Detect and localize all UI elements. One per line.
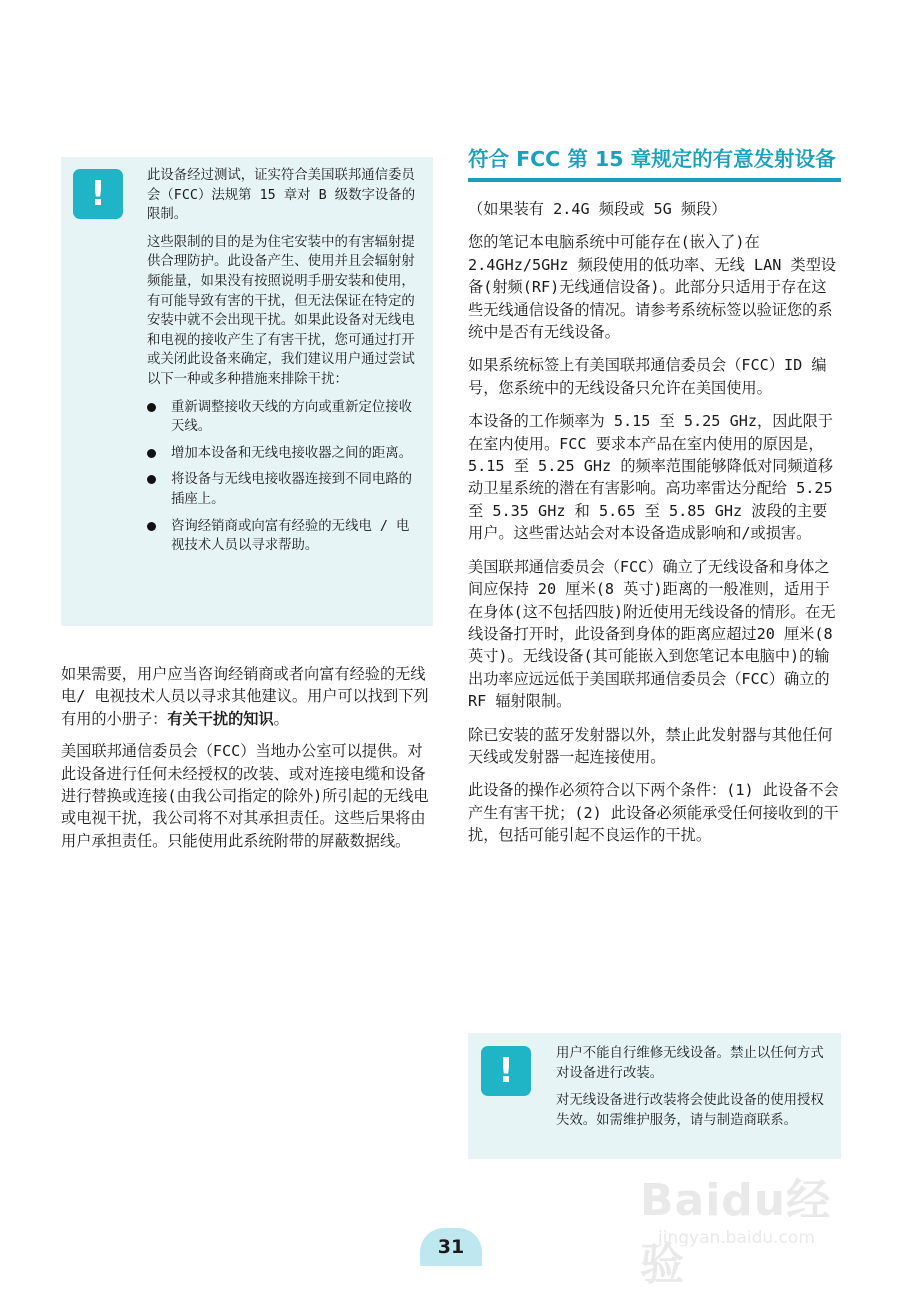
watermark	[640, 1150, 860, 1290]
list-item: 咨询经销商或向富有经验的无线电 / 电视技术人员以寻求帮助。	[147, 517, 417, 556]
notice-box-fcc-class-b	[61, 157, 433, 626]
bullet-icon	[147, 522, 156, 531]
bullet-icon	[147, 475, 156, 484]
watermark-url: jingyan.baidu.com	[658, 1228, 815, 1248]
body-paragraph: 如果系统标签上有美国联邦通信委员会（FCC）ID 编号，您系统中的无线设备只允许在美国使用。	[468, 356, 827, 397]
bullet-icon	[147, 449, 156, 458]
notice-box-no-modification	[468, 1033, 841, 1159]
list-item: 将设备与无线电接收器连接到不同电路的插座上。	[147, 470, 417, 509]
notice-paragraph: 用户不能自行维修无线设备。禁止以任何方式对设备进行改装。	[556, 1046, 824, 1081]
body-paragraph: 您的笔记本电脑系统中可能存在(嵌入了)在 2.4GHz/5GHz 频段使用的低功率、无线 LAN 类型设备(射频(RF)无线通信设备)。此部分只适用于存在这些无线通信设备的情况。请参考系统标签以验证您的系统中是否有无线设备。	[468, 233, 837, 342]
warning-icon: !	[481, 1046, 531, 1096]
booklet-title: 有关干扰的知识	[167, 709, 274, 728]
notice-paragraph: 此设备经过测试，证实符合美国联邦通信委员会（FCC）法规第 15 章对 B 级数字设备的限制。	[147, 168, 416, 223]
title-divider	[468, 178, 841, 182]
page-number: 31	[420, 1228, 482, 1266]
warning-icon: !	[73, 169, 123, 219]
notice-paragraph: 对无线设备进行改装将会使此设备的使用授权失效。如需维护服务，请与制造商联系。	[556, 1093, 824, 1128]
watermark-brand: Baidu经验	[640, 1175, 832, 1290]
body-paragraph: 美国联邦通信委员会（FCC）确立了无线设备和身体之间应保持 20 厘米(8 英寸)距离的一般准则，适用于在身体(这不包括四肢)附近使用无线设备的情形。在无线设备打开时，此设备到身体的距离应超过20 厘米(8 英寸)。无线设备(其可能嵌入到您笔记本电脑中)的输出功率应远远低于美国联邦通信委员会（FCC）确立的 RF 辐射限制。	[468, 557, 836, 711]
bullet-icon	[147, 403, 156, 412]
body-paragraph: （如果装有 2.4G 频段或 5G 频段）	[468, 200, 727, 218]
body-paragraph: 本设备的工作频率为 5.15 至 5.25 GHz，因此限于在室内使用。FCC 要求本产品在室内使用的原因是，5.15 至 5.25 GHz 的频率范围能够降低对同频道移动卫星系统的潜在有害影响。高功率雷达分配给 5.25 至 5.35 GHz 和 5.65 至 5.85 GHz 波段的主要用户。这些雷达站会对本设备造成影响和/或损害。	[468, 412, 833, 543]
left-body-text	[61, 663, 433, 862]
list-item: 重新调整接收天线的方向或重新定位接收天线。	[147, 398, 417, 437]
body-paragraph: 此设备的操作必须符合以下两个条件：(1) 此设备不会产生有害干扰；(2) 此设备必须能承受任何接收到的干扰，包括可能引起不良运作的干扰。	[468, 781, 839, 845]
right-column	[468, 146, 841, 858]
list-item: 增加本设备和无线电接收器之间的距离。	[147, 444, 417, 464]
body-paragraph: 如果需要，用户应当咨询经销商或者向富有经验的无线电/ 电视技术人员以寻求其他建议。用户可以找到下列有用的小册子：有关干扰的知识。	[61, 665, 429, 728]
body-paragraph: 美国联邦通信委员会（FCC）当地办公室可以提供。对此设备进行任何未经授权的改装、或对连接电缆和设备进行替换或连接(由我公司指定的除外)所引起的无线电或电视干扰，我公司将不对其承担责任。这些后果将由用户承担责任。只能使用此系统附带的屏蔽数据线。	[61, 742, 429, 850]
section-title: 符合 FCC 第 15 章规定的有意发射设备	[468, 147, 836, 171]
notice-bullet-list	[147, 398, 417, 556]
body-paragraph: 除已安装的蓝牙发射器以外，禁止此发射器与其他任何天线或发射器一起连接使用。	[468, 725, 833, 766]
notice-paragraph: 这些限制的目的是为住宅安装中的有害辐射提供合理防护。此设备产生、使用并且会辐射射频能量，如果没有按照说明手册安装和使用，有可能导致有害的干扰，但无法保证在特定的安装中就不会出现干扰。如果此设备对无线电和电视的接收产生了有害干扰，您可通过打开或关闭此设备来确定，我们建议用户通过尝试以下一种或多种措施来排除干扰：	[147, 234, 415, 387]
